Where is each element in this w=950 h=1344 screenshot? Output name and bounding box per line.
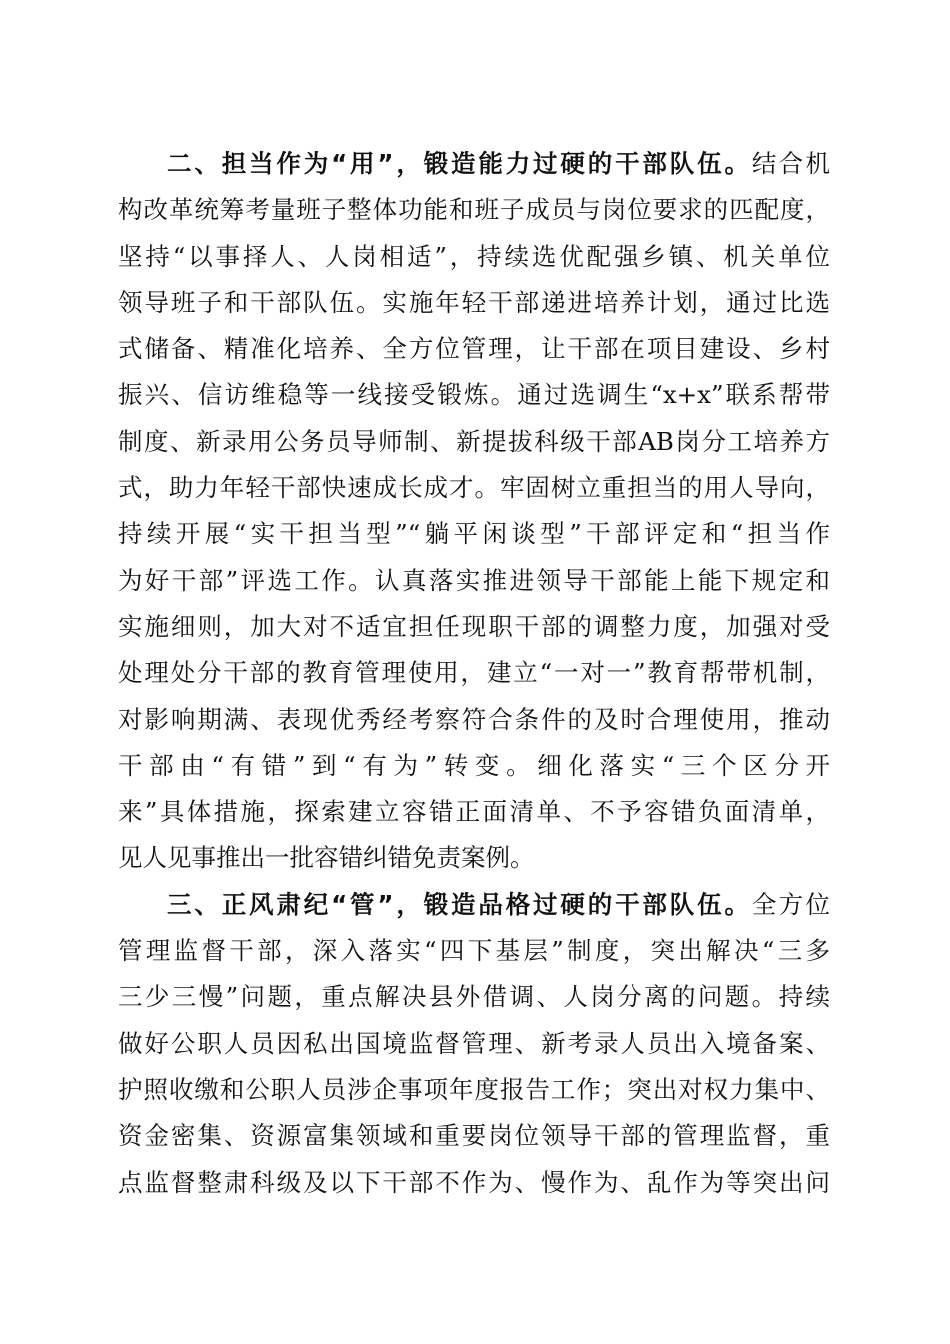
section2-line-12: 对影响期满、表现优秀经考察符合条件的及时合理使用，推动 — [118, 704, 830, 734]
section3-line-1: 管理监督干部，深入落实“四下基层”制度，突出解决“三多 — [118, 936, 830, 966]
section2-line-8: 持续开展“实干担当型”“躺平闲谈型”干部评定和“担当作 — [118, 519, 830, 549]
section3-line-6: 点监督整肃科级及以下干部不作为、慢作为、乱作为等突出问 — [118, 1167, 830, 1197]
section3-line-0: 全方位 — [751, 889, 831, 919]
section3-line-4: 护照收缴和公职人员涉企事项年度报告工作；突出对权力集中、 — [118, 1074, 830, 1104]
section2-line-13: 干部由“有错”到“有为”转变。细化落实“三个区分开 — [118, 750, 830, 780]
section2-line-5: 振兴、信访维稳等一线接受锻炼。通过选调生“x+x”联系帮带 — [118, 380, 830, 410]
section3-line-2: 三少三慢”问题，重点解决县外借调、人岗分离的问题。持续 — [118, 982, 830, 1012]
section2-line-6: 制度、新录用公务员导师制、新提拔科级干部AB岗分工培养方 — [118, 426, 830, 456]
section2-line-9: 为好干部”评选工作。认真落实推进领导干部能上能下规定和 — [118, 565, 830, 595]
section2-line-7: 式，助力年轻干部快速成长成才。牢固树立重担当的用人导向， — [118, 473, 830, 503]
section2-line-14: 来”具体措施，探索建立容错正面清单、不予容错负面清单， — [118, 797, 830, 827]
section2-line-4: 式储备、精准化培养、全方位管理，让干部在项目建设、乡村 — [118, 334, 830, 364]
section2-line-2: 坚持“以事择人、人岗相适”，持续选优配强乡镇、机关单位 — [118, 241, 830, 271]
section2-line-15: 见人见事推出一批容错纠错免责案例。 — [118, 843, 535, 873]
document-body — [118, 141, 830, 1206]
section2-line-3: 领导班子和干部队伍。实施年轻干部递进培养计划，通过比选 — [118, 287, 830, 317]
section3-first-line — [118, 882, 830, 928]
section3-line-3: 做好公职人员因私出国境监督管理、新考录人员出入境备案、 — [118, 1028, 830, 1058]
section2-line-0: 结合机 — [751, 149, 831, 178]
section2-line-1: 构改革统筹考量班子整体功能和班子成员与岗位要求的匹配度， — [118, 195, 830, 225]
section3-line-5: 资金密集、资源富集领域和重要岗位领导干部的管理监督，重 — [118, 1121, 830, 1151]
section2-first-line — [118, 141, 830, 187]
section3-heading: 三、正风肃纪“管”，锻造品格过硬的干部队伍。 — [167, 889, 752, 919]
section2-line-10: 实施细则，加大对不适宜担任现职干部的调整力度，加强对受 — [118, 611, 830, 641]
section2-heading: 二、担当作为“用”，锻造能力过硬的干部队伍。 — [167, 149, 752, 178]
section2-line-11: 处理处分干部的教育管理使用，建立“一对一”教育帮带机制， — [118, 658, 830, 688]
